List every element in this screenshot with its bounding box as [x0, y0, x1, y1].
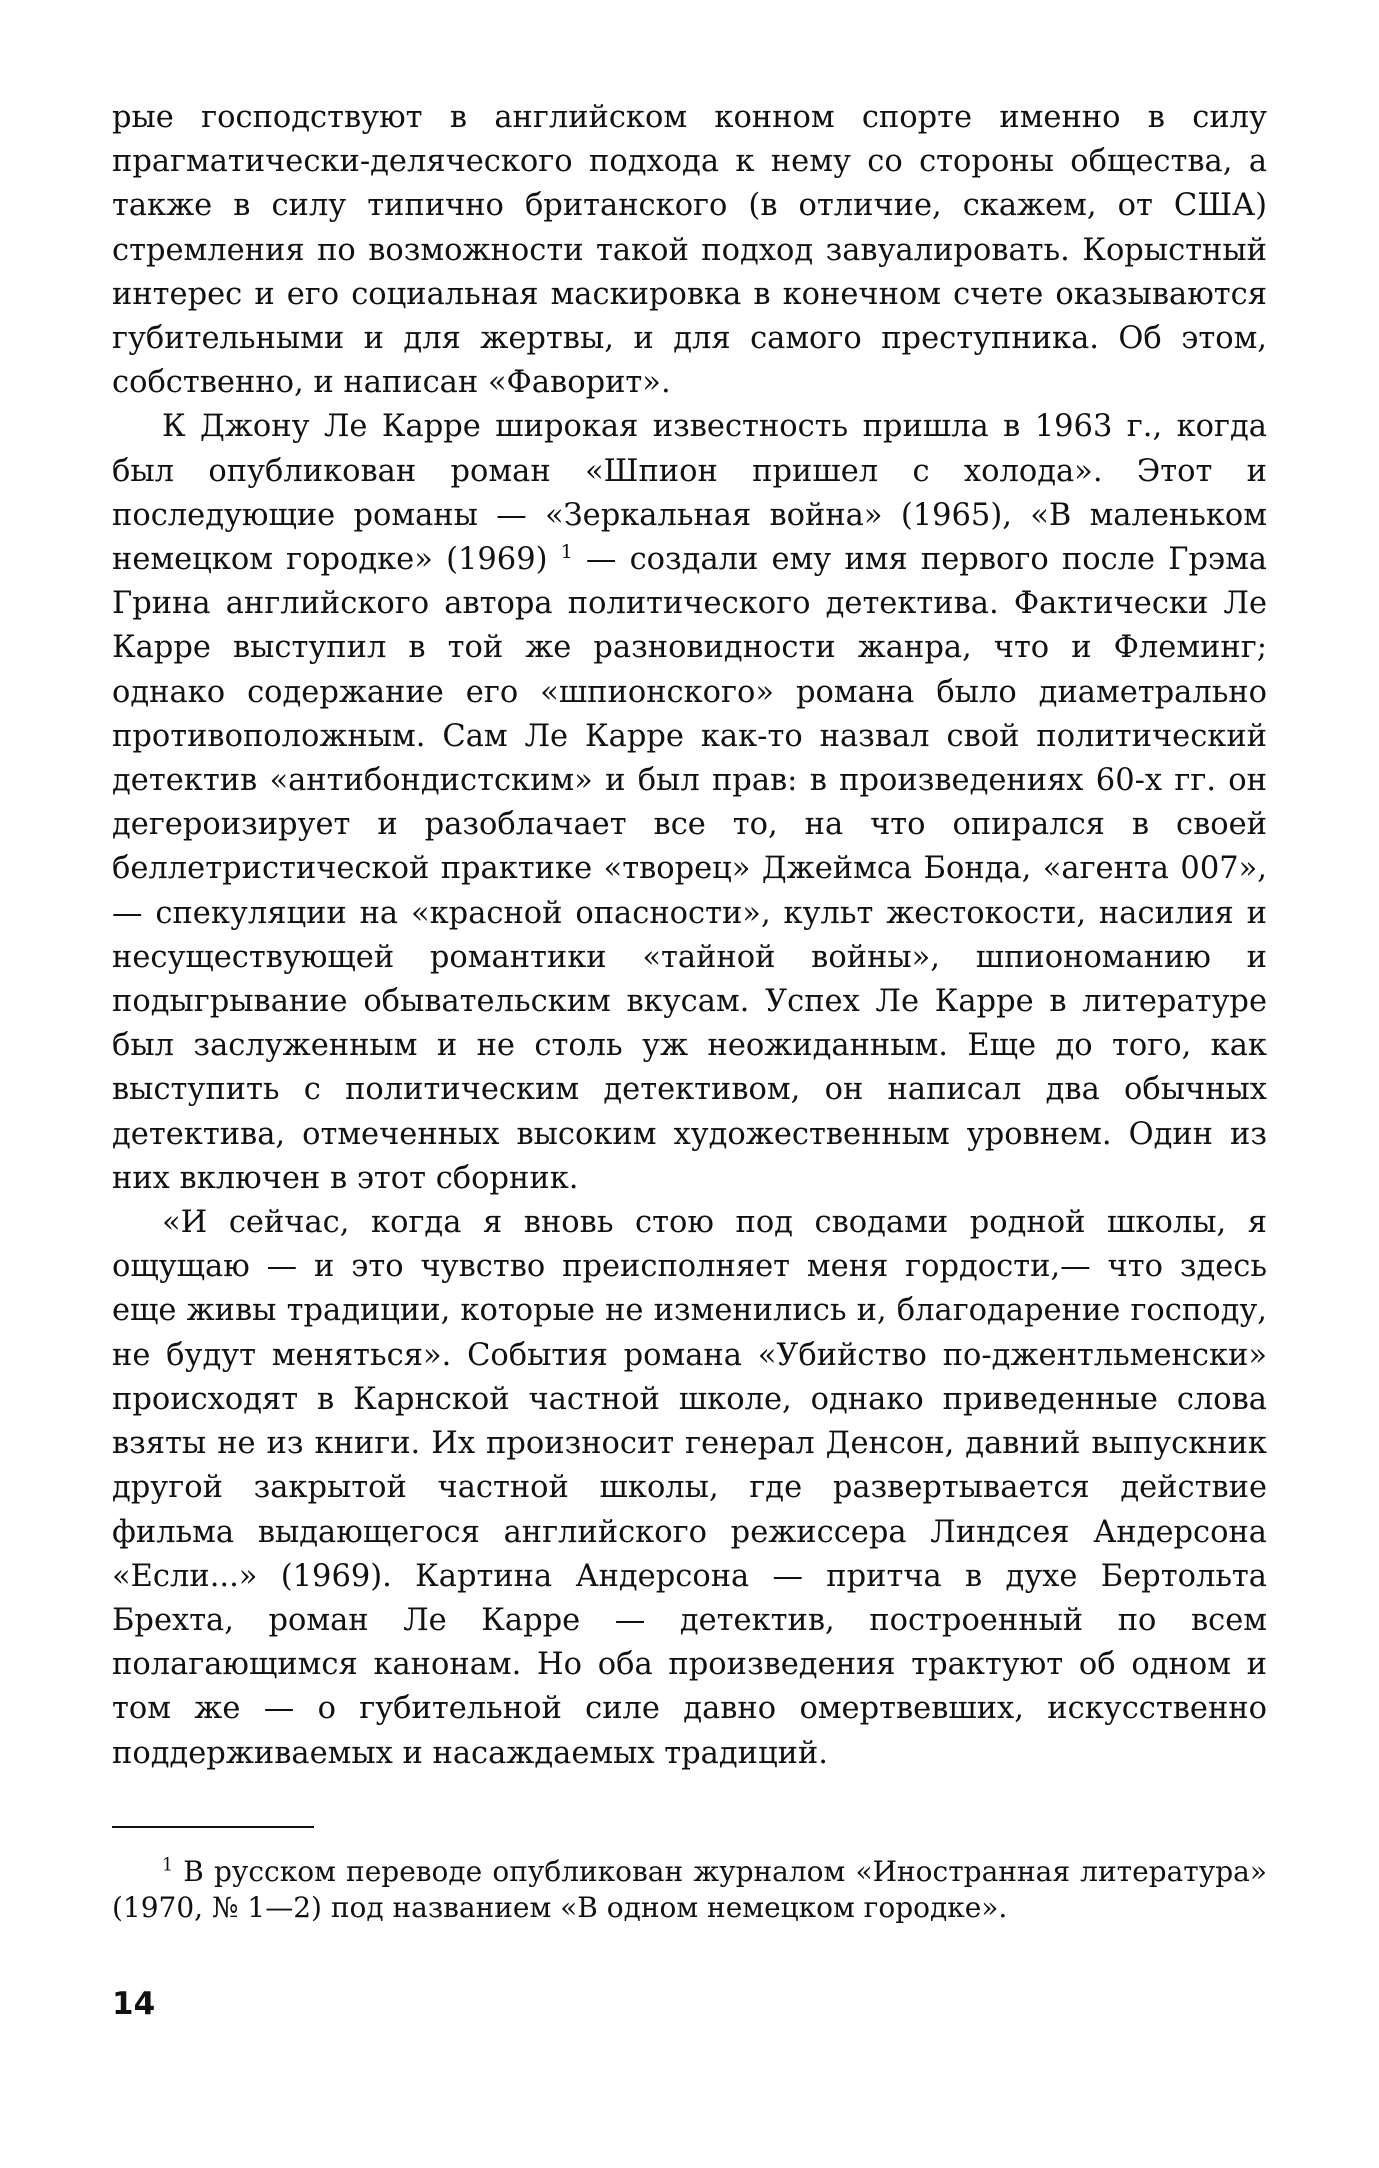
- paragraph-2-text-after-note: — создали ему имя первого после Грэма Грина английского автора политического детектива. Фактически Ле Карре выступил в той же разновидности жанра, что и Флеминг; однако содержание его «шпионского» романа было диаметрально противоположным. Сам Ле Карре как-то назвал свой политический детектив «антибондистским» и был прав: в произведениях 60-х гг. он дегероизирует и разоблачает все то, на что опирался в своей беллетристической практике «творец» Джеймса Бонда, «агента 007»,— спекуляции на «красной опасности», культ жестокости, насилия и несуществующей романтики «тайной войны», шпиономанию и подыгрывание обывательским вкусам. Успех Ле Карре в литературе был заслуженным и не столь уж неожиданным. Еще до того, как выступить с политическим детективом, он написал два обычных детектива, отмеченных высоким художественным уровнем. Один из них включен в этот сборник.: [112, 542, 1267, 1196]
- footnote-text: В русском переводе опубликован журналом «Иностранная литература» (1970, № 1—2) под названием «В одном немецком городке».: [112, 1855, 1267, 1924]
- page-body: [112, 96, 1267, 1776]
- paragraph-2: [112, 405, 1267, 1201]
- footnote-reference: 1: [560, 540, 573, 563]
- page-number: 14: [112, 1986, 156, 2022]
- paragraph-3: «И сейчас, когда я вновь стою под сводами родной школы, я ощущаю — и это чувство преисполняет меня гордости,— что здесь еще живы традиции, которые не изменились и, благодарение господу, не будут меняться». События романа «Убийство по-джентльменски» происходят в Карнской частной школе, однако приведенные слова взяты не из книги. Их произносит генерал Денсон, давний выпускник другой закрытой частной школы, где развертывается действие фильма выдающегося английского режиссера Линдсея Андерсона «Если...» (1969). Картина Андерсона — притча в духе Бертольта Брехта, роман Ле Карре — детектив, построенный по всем полагающимся канонам. Но оба произведения трактуют об одном и том же — о губительной силе давно омертвевших, искусственно поддерживаемых и насаждаемых традиций.: [112, 1205, 1267, 1771]
- footnote-divider: [112, 1826, 314, 1828]
- paragraph-1: рые господствуют в английском конном спорте именно в силу прагматически-деляческого подхода к нему со стороны общества, а также в силу типично британского (в отличие, скажем, от США) стремления по возможности такой подход завуалировать. Корыстный интерес и его социальная маскировка в конечном счете оказываются губительными и для жертвы, и для самого преступника. Об этом, собственно, и написан «Фаворит».: [112, 100, 1267, 401]
- footnote-mark: 1: [162, 1855, 174, 1876]
- footnote: [112, 1854, 1267, 1926]
- paragraph-2-text-before-note: К Джону Ле Карре широкая известность пришла в 1963 г., когда был опубликован роман «Шпион пришел с холода». Этот и последующие романы — «Зеркальная война» (1965), «В маленьком немецком городке» (1969): [112, 409, 1267, 578]
